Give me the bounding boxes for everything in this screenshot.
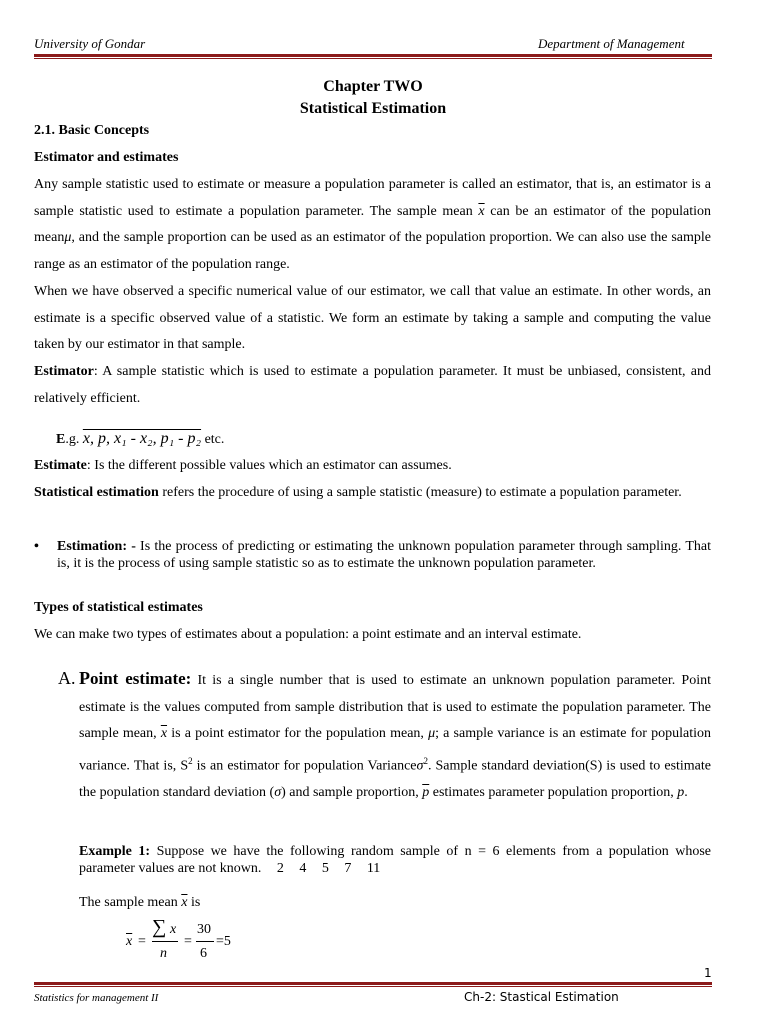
sample-value: 4	[299, 861, 307, 876]
footer-right: Ch-2: Stastical Estimation	[464, 990, 619, 1004]
page-number: 1	[704, 966, 712, 980]
sample-value: 5	[321, 861, 329, 876]
example-1: Example 1: Suppose we have the following random sample of n = 6 elements from a population whose parameter values are not known. 2 4 5 7 11	[79, 844, 711, 876]
estimator-definition: Estimator: A sample statistic which is used to estimate a population parameter. It must be unbiased, consistent, and relatively efficient.	[34, 364, 711, 406]
sample-value: 11	[366, 861, 381, 876]
example-estimators: E.g. x, p, x₁ - x₂, p₁ - p₂ etc.	[56, 430, 225, 447]
bullet-estimation: • Estimation: - Is the process of predicting or estimating the unknown population parameter through sampling. That is, it is the process of using sample statistic so as to estimate the unknown population parameter.	[34, 539, 711, 571]
subheading-types: Types of statistical estimates	[34, 600, 203, 615]
paragraph-types: We can make two types of estimates about a population: a point estimate and an interval estimate.	[34, 627, 582, 642]
subheading-estimator: Estimator and estimates	[34, 150, 179, 165]
sample-mean-formula: $\overline{x}$ = ∑ x n = 30 6 =5	[126, 916, 231, 961]
sample-value: 2	[276, 861, 284, 876]
estimate-definition: Estimate: Is the different possible values which an estimator can assumes.	[34, 458, 452, 473]
footer-rule	[34, 982, 712, 987]
header-rule	[34, 54, 712, 59]
list-marker-a: A.	[58, 668, 76, 688]
point-estimate-text: Point estimate: It is a single number that is used to estimate an unknown population parameter. Point estimate is the values computed from sample distribution that is used to estimate the population parameter. The sample mean, $\overline{x}$ is a point estimator for the population mean, μ; a sample variance is an estimate for population variance. That is, $S^2$ is an estimator for population Varianceσ$^2$. Sample standard deviation(S) is used to estimate the population standard deviation (σ) and sample proportion, $\overline{p}$ estimates parameter population proportion, p.	[79, 668, 711, 801]
section-heading: 2.1. Basic Concepts	[34, 123, 150, 138]
header-right: Department of Management	[538, 36, 685, 51]
sample-mean-line: The sample mean $\overline{x}$ is	[79, 895, 201, 910]
statistical-estimation-definition: Statistical estimation refers the procedure of using a sample statistic (measure) to estimate a population parameter.	[34, 485, 682, 500]
chapter-number: Chapter TWO	[323, 78, 423, 95]
paragraph-estimator: Any sample statistic used to estimate or measure a population parameter is called an estimator, that is, an estimator is a sample statistic used to estimate a population parameter. The sample mean $\overline{x}$ can be an estimator of the population meanμ, and the sample proportion can be used as an estimator of the population proportion. We can also use the sample range as an estimator of the population range.	[34, 177, 711, 273]
estimator-formula: x, p, x₁ - x₂, p₁ - p₂	[82, 430, 202, 447]
sample-value: 7	[344, 861, 352, 876]
bullet-icon: •	[34, 539, 39, 554]
paragraph-estimate: When we have observed a specific numerical value of our estimator, we call that value an estimate. In other words, an estimate is a specific observed value of a statistic. We form an estimate by taking a sample and computing the value taken by our estimator in that sample.	[34, 284, 711, 353]
header-left: University of Gondar	[34, 36, 146, 51]
chapter-title: Statistical Estimation	[299, 100, 447, 117]
footer-left: Statistics for management II	[34, 992, 159, 1004]
